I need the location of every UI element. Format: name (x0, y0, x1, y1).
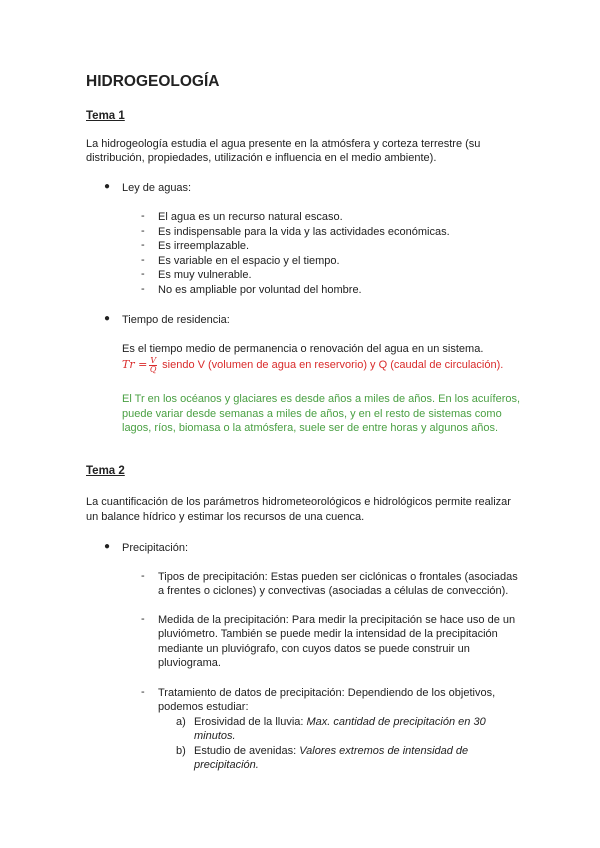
residence-definition: Es el tiempo medio de permanencia o renovación del agua en un sistema. (122, 343, 484, 355)
dash-icon: - (141, 570, 145, 582)
sub-item-a-italic-cont: minutos. (194, 730, 236, 742)
sub-item-b-italic: Valores extremos de intensidad de (299, 745, 469, 757)
formula-denominator: Q (149, 364, 157, 374)
green-note-line2: puede variar desde semanas a miles de años, y en el resto de sistemas como (122, 408, 502, 420)
sub-item-marker: b) (176, 745, 186, 757)
formula-numerator: V (150, 355, 157, 365)
list-item: Es irreemplazable. (158, 240, 250, 252)
bullet-precipitacion: Precipitación: (122, 542, 189, 554)
bullet-tiempo-residencia: Tiempo de residencia: (122, 314, 230, 326)
formula-fraction (149, 357, 157, 374)
tema1-intro-line2: distribución, propiedades, utilización e influencia en el medio ambiente). (86, 152, 437, 164)
residence-formula (122, 356, 503, 374)
bullet-icon: ● (104, 313, 111, 324)
dash-icon: - (141, 210, 145, 222)
precip-types-line1: Tipos de precipitación: Estas pueden ser ciclónicas o frontales (asociadas (158, 571, 518, 583)
list-item: Es variable en el espacio y el tiempo. (158, 255, 340, 267)
dash-icon: - (141, 254, 145, 266)
green-note-line1: El Tr en los océanos y glaciares es desde años a miles de años. En los acuíferos, (122, 393, 521, 405)
precip-measure-line3: mediante un pluviógrafo, con cuyos datos se puede construir un (158, 643, 470, 655)
dash-icon: - (141, 283, 145, 295)
formula-description: siendo V (volumen de agua en reservorio) y Q (caudal de circulación). (162, 359, 504, 371)
formula-lhs: Tr = (122, 358, 148, 371)
dash-icon: - (141, 239, 145, 251)
green-note-line3: lagos, ríos, biomasa o la atmósfera, suele ser de entre horas y algunos años. (122, 422, 499, 434)
list-item: No es ampliable por voluntad del hombre. (158, 284, 362, 296)
bullet-ley-aguas: Ley de aguas: (122, 182, 192, 194)
sub-item-b-italic-cont: precipitación. (194, 759, 259, 771)
dash-icon: - (141, 613, 145, 625)
list-item: El agua es un recurso natural escaso. (158, 211, 343, 223)
precip-measure-line1: Medida de la precipitación: Para medir la precipitación se hace uso de un (158, 614, 516, 626)
tema2-heading: Tema 2 (86, 465, 125, 477)
precip-types-line2: a frentes o ciclones) y convectivas (asociadas a células de convección). (158, 585, 509, 597)
sub-item-b-label: Estudio de avenidas: (194, 745, 297, 757)
bullet-icon: ● (104, 541, 111, 552)
sub-item-marker: a) (176, 716, 186, 728)
bullet-icon: ● (104, 181, 111, 192)
tema1-heading: Tema 1 (86, 110, 125, 122)
list-item: Es indispensable para la vida y las actividades económicas. (158, 226, 450, 238)
dash-icon: - (141, 686, 145, 698)
sub-item-a-label: Erosividad de la lluvia: (194, 716, 304, 728)
precip-treatment-line2: podemos estudiar: (158, 701, 249, 713)
sub-item-a (194, 715, 486, 730)
page-title: HIDROGEOLOGÍA (86, 73, 220, 90)
dash-icon: - (141, 225, 145, 237)
tema1-intro-line1: La hidrogeología estudia el agua presente en la atmósfera y corteza terrestre (su (86, 138, 481, 150)
sub-item-b (194, 744, 468, 759)
tema2-intro-line2: un balance hídrico y estimar los recursos de una cuenca. (86, 511, 365, 523)
tema2-intro-line1: La cuantificación de los parámetros hidrometeorológicos e hidrológicos permite realizar (86, 496, 511, 508)
dash-icon: - (141, 268, 145, 280)
precip-treatment-line1: Tratamiento de datos de precipitación: Dependiendo de los objetivos, (158, 687, 496, 699)
precip-measure-line4: pluviograma. (158, 657, 221, 669)
precip-measure-line2: pluviómetro. También se puede medir la intensidad de la precipitación (158, 628, 498, 640)
sub-item-a-italic: Max. cantidad de precipitación en 30 (306, 716, 486, 728)
list-item: Es muy vulnerable. (158, 269, 252, 281)
